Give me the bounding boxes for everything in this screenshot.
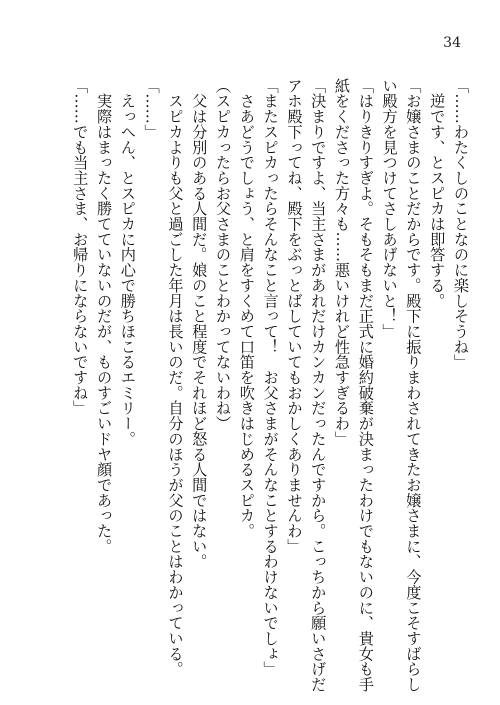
text-line: 「お嬢さまのことだからです。殿下に振りまわされてきたお嬢さまに、今度こそすばらし	[404, 78, 423, 692]
text-line: い殿方を見つけてさしあげないと！」	[380, 78, 399, 339]
text-line: 実際はまったく勝てていないのだが、ものすごいドヤ顔であった。	[95, 78, 114, 554]
text-line: アホ殿下ってね、殿下をぶっとばしていてもおかしくありませんわ」	[285, 78, 304, 554]
text-line: 「はりきりすぎよ。そもそもまだ正式に婚約破棄が決まったわけでもないのに、貴女も手	[356, 78, 375, 692]
text-line: えっへん、とスピカに内心で勝ちほこるエミリー。	[118, 78, 137, 447]
vertical-text-body	[67, 78, 472, 692]
text-line: 父は分別のある人間だ。娘のこと程度でそれほど怒る人間ではない。	[190, 78, 209, 570]
text-line: 「……わたくしのことなのに楽しそうね」	[452, 78, 470, 370]
text-line: 紙をくださった方々も……悪いけれど性急すぎるわ」	[333, 78, 352, 447]
text-line: 「決まりですよ、当主さまがあれだけカンカンだったんですから。こっちから願いさげだ	[309, 78, 328, 692]
text-line: さあどうでしょう、と肩をすくめて口笛を吹きはじめるスピカ。	[237, 78, 256, 539]
text-line: （スピカったらお父さまのことわかってないわね）	[214, 78, 233, 432]
text-line: 「またスピカったらそんなこと言って！ お父さまがそんなことするわけないでしょ」	[261, 78, 280, 677]
text-line: 「……でも当主さま、お帰りにならないですね」	[71, 78, 90, 416]
text-line: 逆です、とスピカは即答する。	[428, 78, 447, 309]
page-number: 34	[443, 35, 461, 51]
text-line: 「……」	[142, 78, 161, 140]
text-line: スピカよりも父と過ごした年月は長いのだ。自分のほうが父のことはわかっている。	[166, 78, 185, 677]
